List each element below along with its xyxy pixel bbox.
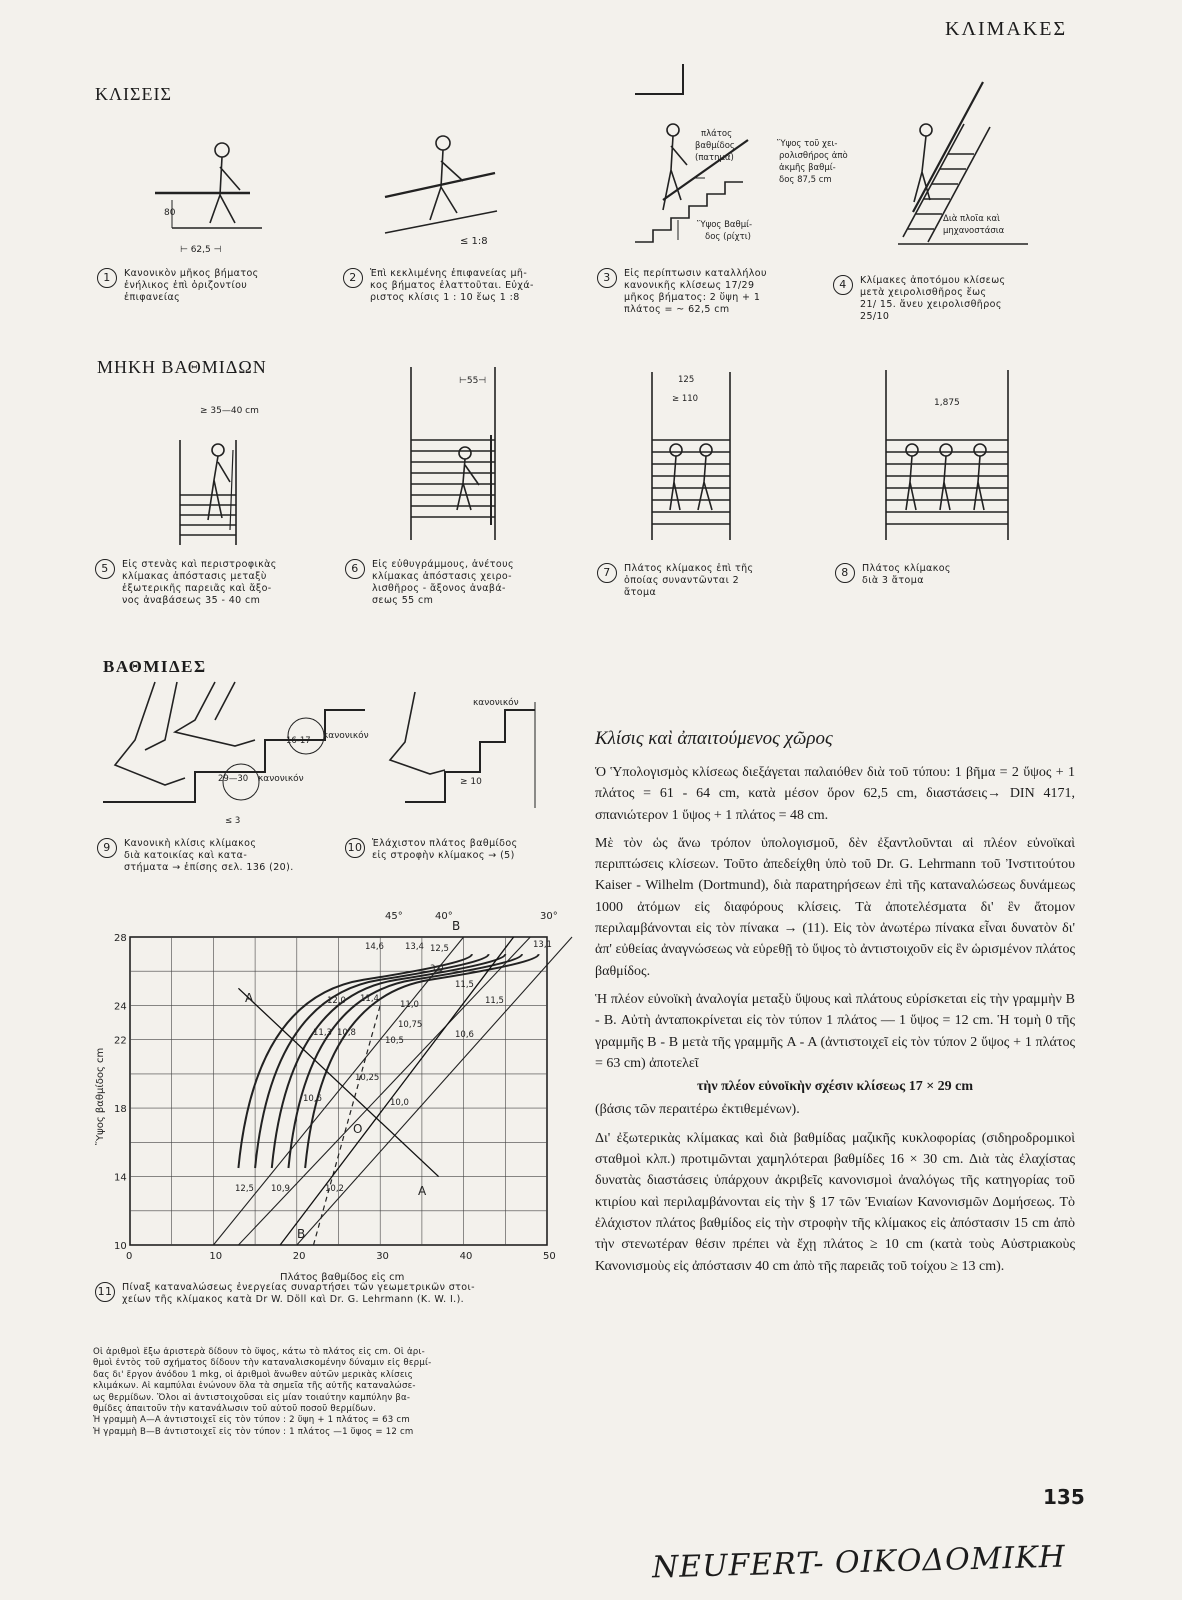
chart-x-ticks <box>126 1251 556 1262</box>
value-label: 13,1 <box>533 940 552 950</box>
chart-x-axis-label: Πλάτος βαθμίδος εἰς cm <box>280 1272 405 1283</box>
value-label: 11,4 <box>360 994 379 1004</box>
figure-7-drawing <box>650 370 735 550</box>
figure-5-drawing <box>178 400 288 550</box>
y-tick-label: 24 <box>114 1001 127 1013</box>
stair-profile <box>405 710 535 802</box>
x-tick-label: 10 <box>209 1251 223 1262</box>
figure-caption-text: Κλίμακες ἀποτόμου κλίσεως μετὰ χειρολισθῆρος ἕως 21/ 15. ἄνευ χειρολισθῆρος 25/10 <box>860 275 1006 322</box>
fig3-label: (πατημα) <box>695 153 734 163</box>
value-label: 14,6 <box>365 942 384 952</box>
chart-note-line-a: Ἡ γραμμὴ A—A ἀντιστοιχεῖ εἰς τὸν τύπον : 2 ὕψη + 1 πλάτος = 63 cm <box>93 1415 410 1426</box>
x-tick-label: 50 <box>543 1251 556 1262</box>
angle-label: 45° <box>385 911 403 922</box>
figure-10-drawing <box>385 690 560 820</box>
fig9-label: κανονικόν <box>323 731 369 741</box>
line-label: B <box>452 919 461 933</box>
figure-number-badge: 6 <box>345 559 365 579</box>
article-paragraph: Μὲ τὸν ὡς ἄνω τρόπον ὑπολογισμοῦ, δὲν ἐξαντλοῦνται αἱ πλέον εὐνοϊκαὶ περιπτώσεις κλίσεων. Τοῦτο ἀπεδείχθη ὑπὸ τοῦ Dr. G. Lehrmann τοῦ Ἰνστιτούτου Kaiser - Wilhelm (Dortmund), διὰ παρατηρήσεων ἐπὶ τῆς καταναλώσεως δυνάμεως 1000 ἀτόμων εἰς διαφόρους κλίσεις. Τὰ ἀποτελέσματα δι' ἓν ἄτομον περιλαμβάνονται εἰς τὸν πίνακα → (11). Εἰς τὸν ἀνωτέρω πίνακα εἶναι δυνατὸν δι' ἀπ' εὐθείας ἀναγνώσεως νὰ εὑρεθῇ τὸ ὕψος τὸ ἀντιστοιχοῦν εἰς ἓν ὡρισμένον πλάτος βαθμίδος. <box>595 835 1075 979</box>
value-label: 12,5 <box>430 944 449 954</box>
chart-note-line-b: Ἡ γραμμὴ B—B ἀντιστοιχεῖ εἰς τὸν τύπον : 1 πλάτος —1 ὕψος = 12 cm <box>93 1426 414 1437</box>
line-label: A <box>245 991 254 1005</box>
line-label: O <box>353 1122 363 1136</box>
fig9-label: 29—30 <box>218 774 249 784</box>
y-tick-label: 10 <box>114 1241 127 1252</box>
figure-number-badge: 3 <box>597 268 617 288</box>
line-label: B <box>297 1227 306 1241</box>
figure-caption-text: Εἰς περίπτωσιν καταλλήλου κανονικῆς κλίσεως 17/29 μῆκος βήματος: 2 ὕψη + 1 πλάτος = ~ 62,5 cm <box>624 268 767 315</box>
figure-caption-text: Εἰς στενὰς καὶ περιστροφικὰς κλίμακας ἀπόστασις μεταξὺ ἐξωτερικῆς παρειᾶς καὶ ἄξο- νος ἀναβάσεως 35 - 40 cm <box>122 559 277 606</box>
value-label: 12,0 <box>327 996 346 1006</box>
angle-label: 40° <box>435 911 453 922</box>
figure-10-caption <box>345 838 565 862</box>
fig3-label: δος (ρίχτι) <box>705 232 751 242</box>
figure-9-caption <box>97 838 337 874</box>
figure-caption-text: Πλάτος κλίμακος διὰ 3 ἄτομα <box>862 563 951 586</box>
figure-6-caption <box>345 559 570 607</box>
section-heading-kliseis: ΚΛΙΣΕΙΣ <box>95 84 172 104</box>
article-column <box>595 728 1075 1284</box>
y-tick-label: 28 <box>114 933 127 944</box>
fig9-label: ≤ 3 <box>225 816 241 826</box>
figure-number-badge: 9 <box>97 838 117 858</box>
value-label: 10,2 <box>325 1184 344 1194</box>
figure-caption-text: Πίναξ καταναλώσεως ἐνεργείας συναρτήσει τῶν γεωμετρικῶν στοι- χείων τῆς κλίμακος κατὰ Dr W. Döll καὶ Dr. G. Lehrmann (K. W. I.). <box>122 1282 475 1305</box>
value-label: 12,5 <box>235 1184 254 1194</box>
value-label: 10,5 <box>385 1036 404 1046</box>
fig2-slope-label: ≤ 1:8 <box>460 236 488 247</box>
figure-number-badge: 4 <box>833 275 853 295</box>
figure-number-badge: 11 <box>95 1282 115 1302</box>
article-title: Κλίσις καὶ ἀπαιτούμενος χῶρος <box>595 728 833 749</box>
figure-1-drawing <box>150 125 265 265</box>
fig9-label: κανονικόν <box>258 774 304 784</box>
x-tick-label: 30 <box>376 1251 389 1262</box>
fig3-label: πλάτος <box>701 129 733 139</box>
handrail-line <box>385 173 495 197</box>
fig7-label: ≥ 110 <box>672 394 699 404</box>
value-label: 10,6 <box>303 1094 322 1104</box>
figure-8-drawing <box>882 368 1017 550</box>
value-label: 10,25 <box>355 1073 380 1083</box>
fig3-label: Ὕψος τοῦ χει- <box>777 139 838 149</box>
figure-3-caption <box>597 268 827 316</box>
figure-5-caption <box>95 559 335 607</box>
figure-3-drawing <box>633 60 863 255</box>
fig6-label: ⊢55⊣ <box>459 376 487 386</box>
fig8-label: 1,875 <box>934 398 960 408</box>
fig1-label-step: ⊢ 62,5 ⊣ <box>180 245 222 255</box>
figure-11-chart <box>85 905 575 1290</box>
fig4-label: Διὰ πλοῖα καὶ <box>943 214 1001 224</box>
figure-7-caption <box>597 563 817 599</box>
section-heading-mikh: ΜΗΚΗ ΒΑΘΜΙΔΩΝ <box>97 357 267 377</box>
fig9-label: 16-17 <box>286 736 311 746</box>
value-label: 10,6 <box>455 1030 474 1040</box>
figure-4-drawing <box>868 72 1058 252</box>
fig5-label: ≥ 35—40 cm <box>200 406 259 416</box>
chart-notes <box>93 1347 569 1438</box>
x-tick-label: 20 <box>292 1251 306 1262</box>
article-paragraph: Ὁ Ὑπολογισμὸς κλίσεως διεξάγεται παλαιόθεν διὰ τοῦ τύπου: 1 βῆμα = 2 ὕψος + 1 πλάτος = 61 - 64 cm, κατὰ μέσον ὅρον 62,5 cm, διαστάσεις→ DIN 4171, σπανιώτερον 1 ὕψος + 1 πλάτος = 48 cm. <box>595 765 1075 823</box>
section-heading-vathmides: ΒΑΘΜΙΔΕΣ <box>103 657 207 676</box>
figure-number-badge: 7 <box>597 563 617 583</box>
figure-1-caption <box>97 268 317 304</box>
page-number: 135 <box>1043 1485 1085 1509</box>
handrail-line <box>913 82 983 212</box>
chart-y-ticks <box>114 933 127 1252</box>
y-tick-label: 14 <box>114 1172 127 1184</box>
fig3-label: Ὕψος Βαθμί- <box>697 220 753 230</box>
figure-number-badge: 5 <box>95 559 115 579</box>
figure-9-drawing <box>95 680 385 830</box>
ramp-line <box>385 211 497 233</box>
figure-number-badge: 1 <box>97 268 117 288</box>
walking-person-figure <box>210 157 240 223</box>
figure-number-badge: 2 <box>343 268 363 288</box>
article-highlight: τὴν πλέον εὐνοϊκὴν σχέσιν κλίσεως 17 × 29 cm <box>696 1079 974 1095</box>
value-label: 10,9 <box>271 1184 290 1194</box>
chart-curves <box>213 937 572 1245</box>
value-label: 13,4 <box>405 942 424 952</box>
fig1-label-height: 80 <box>164 208 176 218</box>
article-paragraph: (βάσις τῶν περαιτέρω ἐκτιθεμένων). <box>595 1102 800 1118</box>
fig10-label: κανονικόν <box>473 698 519 708</box>
value-label: 11,3 <box>313 1028 332 1038</box>
article-paragraph: Ἡ πλέον εὐνοϊκὴ ἀναλογία μεταξὺ ὕψους καὶ πλάτους εὑρίσκεται εἰς τὴν γραμμὴν B - B. Αὐτὴ ἀνταποκρίνεται εἰς τὸν τύπον 1 πλάτος — 1 ὕψος = 12 cm. Ἡ τομὴ 0 τῆς γραμμῆς B - B μετὰ τῆς γραμμῆς A - A (ἀντιστοιχεῖ εἰς τὸν τύπον 2 ὕψος + 1 πλάτος = 63 cm) ἀποτελεῖ <box>595 991 1075 1071</box>
figure-2-caption <box>343 268 578 304</box>
figure-number-badge: 10 <box>345 838 365 858</box>
figure-6-drawing <box>405 365 505 550</box>
fig7-label: 125 <box>678 375 695 385</box>
line-label: A <box>418 1184 427 1198</box>
figure-caption-text: Εἰς εὐθυγράμμους, ἀνέτους κλίμακας ἀπόστασις χειρο- λισθῆρος - ἄξονος ἀναβά- σεως 55 cm <box>372 559 514 606</box>
value-label: 11,5 <box>455 980 474 990</box>
article-paragraph: Δι' ἐξωτερικὰς κλίμακας καὶ διὰ βαθμίδας μαζικῆς κυκλοφορίας (σιδηροδρομικοὶ σταθμοὶ κλπ.) προτιμῶνται χαμηλότεραι βαθμίδες 16 × 30 cm. Διὰ τὰς ἐλαχίστας δυνατὰς διαστάσεις ὑπάρχουν ἀκριβεῖς κανονισμοὶ ἀναλόγως τῆς κατηγορίας τοῦ κτιρίου καὶ περιλαμβάνονται εἰς τὴν § 17 τῶν Ἑνιαίων Κανονισμῶν Δομήσεως. Τὸ ἐλάχιστον πλάτος βαθμίδος εἰς τὴν στροφὴν τῆς κλίμακος εἰς ἀπόστασιν 15 cm ἀπὸ τὴν στενωτέραν θέσιν πρέπει νὰ ἔχῃ πλάτος ≥ 10 cm (κατὰ τοὺς Αὐστριακοὺς Κανονισμοὺς εἰς ἀπόστασιν 40 cm ἀπὸ τῆς παρειᾶς τοῦ τοίχου ≥ 13 cm). <box>595 1130 1075 1274</box>
angle-label: 30° <box>540 911 558 922</box>
figure-8-caption <box>835 563 1035 587</box>
x-tick-label: 40 <box>459 1251 473 1262</box>
fig3-label: ἀκμῆς βαθμί- <box>779 163 836 173</box>
figure-caption-text: Κανονικὴ κλίσις κλίμακος διὰ κατοικίας καὶ κατα- στήματα → ἐπίσης σελ. 136 (20). <box>124 838 294 873</box>
value-label: 10,0 <box>390 1098 409 1108</box>
value-label: 11,0 <box>400 1000 419 1010</box>
value-label: 3,0 <box>430 964 444 974</box>
fig3-label: δος 87,5 cm <box>779 175 832 185</box>
running-head: ΚΛΙΜΑΚΕΣ <box>945 18 1068 40</box>
figure-caption-text: Πλάτος κλίμακος ἐπὶ τῆς ὁποίας συναντῶνται 2 ἄτομα <box>624 563 754 598</box>
fig3-label: ρολισθήρος ἀπὸ <box>779 151 848 161</box>
value-label: 10,8 <box>337 1028 356 1038</box>
figure-2-drawing <box>375 125 500 250</box>
value-label: 11,5 <box>485 996 504 1006</box>
figure-11-caption <box>95 1282 573 1306</box>
figure-caption-text: Κανονικὸν μῆκος βήματος ἐνήλικος ἐπὶ ὁριζοντίου ἐπιφανείας <box>124 268 259 303</box>
value-label: 10,75 <box>398 1020 423 1030</box>
figure-caption-text: Ἐπὶ κεκλιμένης ἐπιφανείας μῆ- κος βήματος ἐλαττοῦται. Εὐχά- ριστος κλίσις 1 : 10 ἕως 1 :8 <box>370 268 534 303</box>
chart-note-paragraph: Οἱ ἀριθμοὶ ἔξω ἀριστερὰ δίδουν τὸ ὕψος, κάτω τὸ πλάτος εἰς cm. Οἱ ἀρι- θμοὶ ἐντὸς τοῦ σχήματος δίδουν τὴν καταναλισκομένην δύναμιν εἰς θερμί- δας δι' ἔργον ἀνόδου 1 mkg, οἱ ἀριθμοὶ ἄνωθεν αὐτῶν μερικὰς κλίσεις κλιμάκων. Αἱ καμπύλαι ἑνώνουν ὅλα τὰ σημεῖα τῆς αὐτῆς καταναλώσε- ως θερμίδων. Ὅλοι αἱ ἀντιστοιχοῦσαι εἰς μίαν τοιαύτην καμπύλην βα- θμίδες ἀπαιτοῦν τὴν κατανάλωσιν τοῦ αὐτοῦ ποσοῦ θερμίδων. <box>93 1347 432 1415</box>
figure-caption-text: Ἐλάχιστον πλάτος βαθμίδος εἰς στροφὴν κλίμακος → (5) <box>372 838 518 861</box>
x-tick-label: 0 <box>126 1251 133 1262</box>
fig3-label: βαθμίδος <box>695 141 735 151</box>
figure-4-caption <box>833 275 1053 323</box>
y-tick-label: 22 <box>114 1035 127 1047</box>
stair-profile <box>103 710 365 802</box>
fig10-label: ≥ 10 <box>460 777 482 787</box>
fig4-label: μηχανοστάσια <box>943 226 1005 236</box>
y-tick-label: 18 <box>114 1104 127 1116</box>
figure-number-badge: 8 <box>835 563 855 583</box>
handwritten-signature: ΝΕUFERT- ΟΙΚΟΔΟΜΙΚΗ <box>651 1539 1067 1586</box>
chart-y-axis-label: Ὕψος βαθμίδος cm <box>95 1047 106 1145</box>
